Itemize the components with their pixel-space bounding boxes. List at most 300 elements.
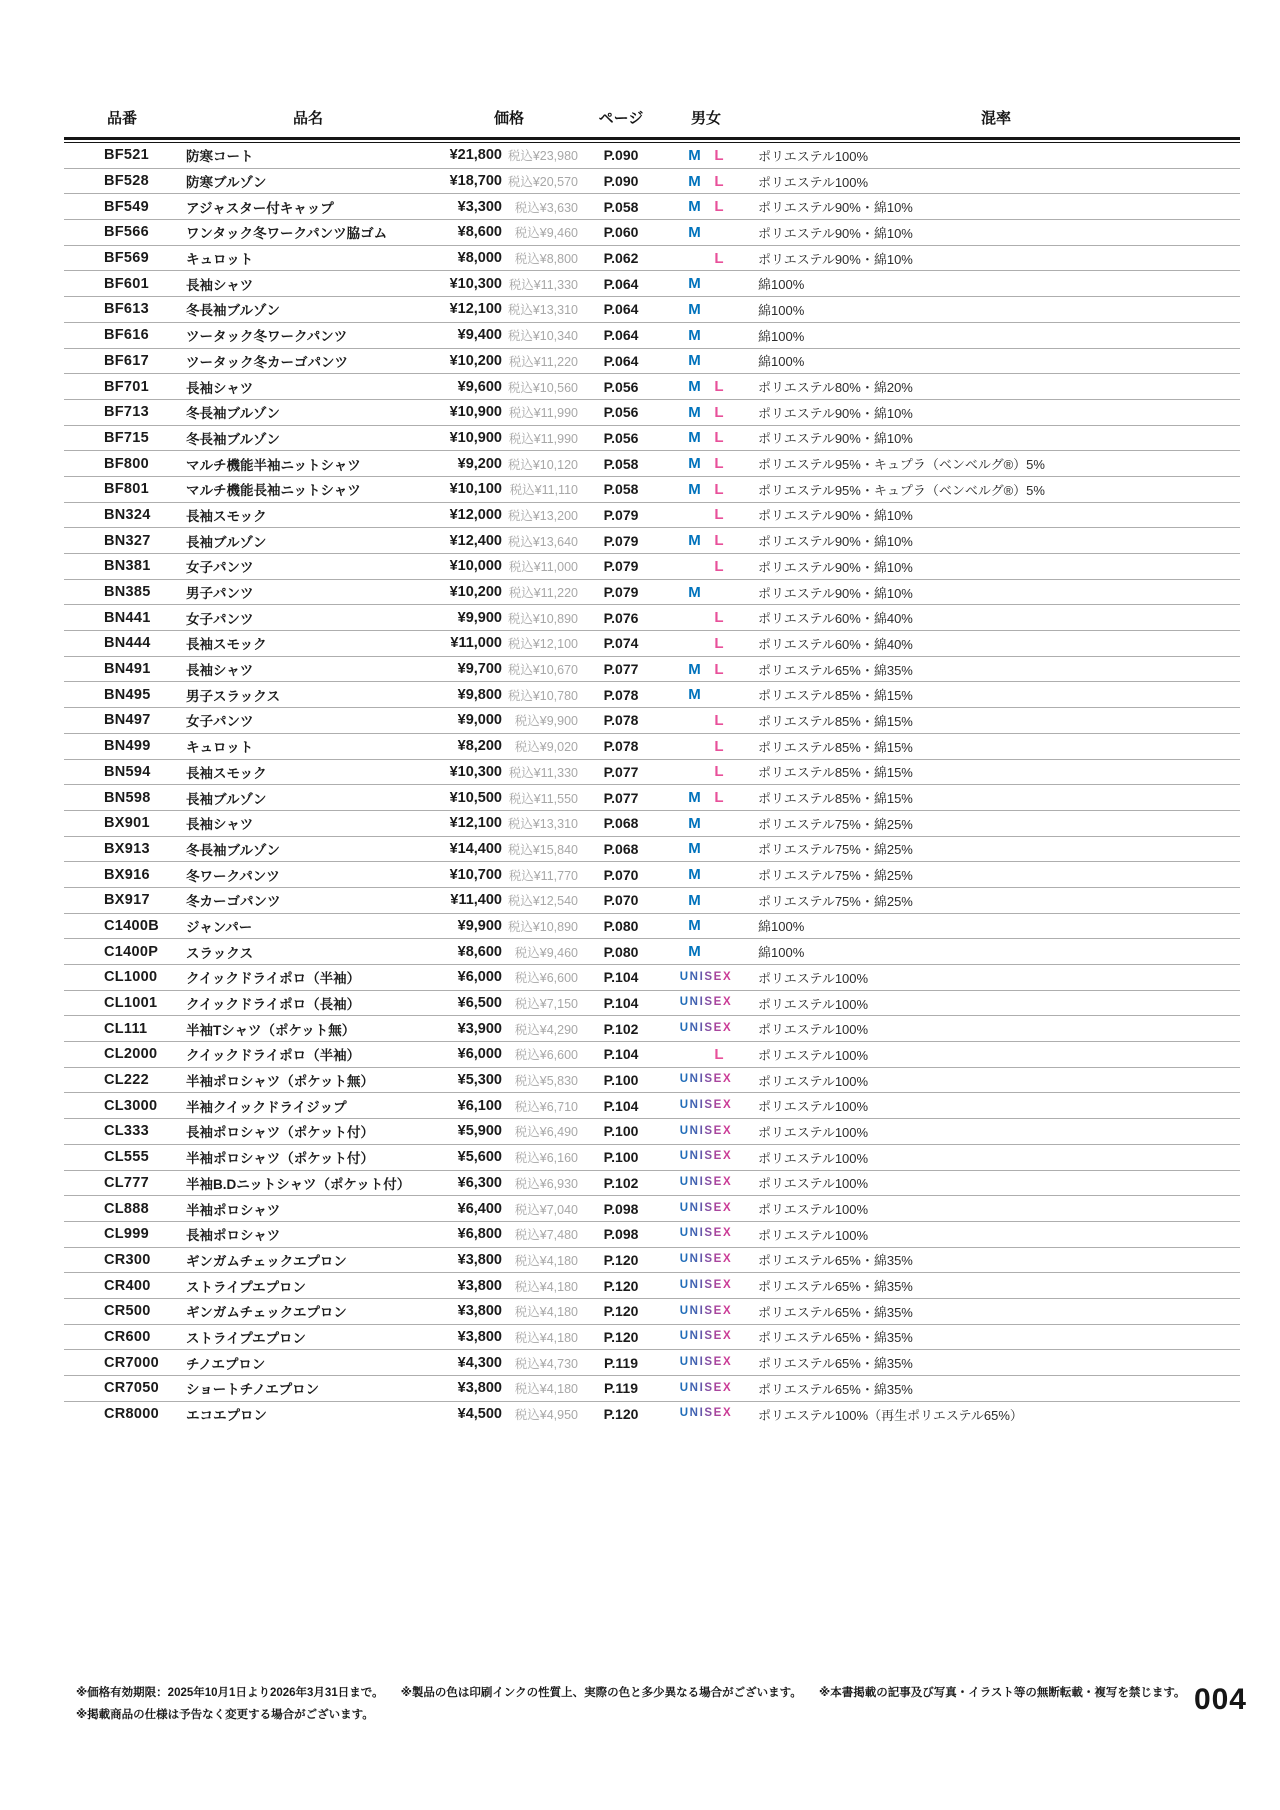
page-reference: P.079 [603, 584, 639, 601]
blend-ratio: ポリエステル65%・綿35% [758, 1356, 913, 1372]
tax-included-price: 税込¥4,180 [514, 1253, 578, 1268]
table-row [64, 220, 1240, 246]
product-code: BN324 [104, 506, 151, 523]
gender-female-mark: L [714, 557, 724, 575]
table-row [64, 1350, 1240, 1376]
product-code: BF566 [104, 224, 150, 241]
tax-included-price: 税込¥10,340 [507, 329, 578, 344]
tax-included-price: 税込¥10,890 [507, 611, 578, 626]
blend-ratio: ポリエステル65%・綿35% [758, 662, 913, 678]
product-name: ギンガムチェックエプロン [186, 1253, 347, 1269]
gender-female-mark: L [714, 532, 724, 550]
blend-ratio: ポリエステル100% [758, 148, 869, 164]
product-name: ショートチノエプロン [186, 1382, 320, 1398]
tax-included-price: 税込¥4,950 [514, 1408, 578, 1423]
gender-male-mark: M [688, 403, 701, 421]
table-row [64, 605, 1240, 631]
page-reference: P.102 [603, 1174, 639, 1191]
header-gender: 男女 [690, 110, 721, 127]
product-name: 防寒コート [186, 149, 254, 165]
gender-cell [660, 199, 752, 214]
page-reference: P.062 [603, 250, 639, 267]
gender-cell [660, 1126, 752, 1138]
product-name: 冬長袖ブルゾン [186, 842, 280, 858]
gender-female-mark: L [714, 1045, 724, 1063]
blend-ratio: 綿100% [758, 277, 805, 293]
price-value: ¥11,000 [450, 635, 502, 652]
page-reference: P.100 [603, 1123, 639, 1140]
table-row [64, 426, 1240, 452]
gender-male-mark: M [688, 943, 701, 961]
blend-ratio: ポリエステル100% [758, 1073, 869, 1089]
blend-ratio: ポリエステル95%・キュプラ（ベンベルグ®）5% [758, 482, 1045, 498]
product-code: CL1000 [104, 969, 158, 986]
product-code: BX913 [104, 840, 150, 857]
table-row [64, 528, 1240, 554]
blend-ratio: ポリエステル100% [758, 1124, 869, 1140]
price-value: ¥14,400 [449, 840, 502, 857]
table-row [64, 503, 1240, 529]
table-row [64, 785, 1240, 811]
header-name: 品名 [292, 110, 323, 127]
price-value: ¥10,200 [449, 352, 502, 369]
price-value: ¥3,300 [457, 198, 502, 215]
table-row [64, 734, 1240, 760]
gender-cell [660, 328, 752, 343]
product-name: 半袖ポロシャツ（ポケット無） [186, 1074, 375, 1090]
product-name: 長袖シャツ [186, 663, 254, 679]
product-code: BN444 [104, 635, 151, 652]
tax-included-price: 税込¥12,540 [507, 894, 578, 909]
gender-female-mark: L [714, 403, 724, 421]
table-row [64, 708, 1240, 734]
blend-ratio: ポリエステル100% [758, 1047, 869, 1063]
tax-included-price: 税込¥6,490 [514, 1125, 578, 1140]
table-row [64, 1325, 1240, 1351]
product-name: 防寒ブルゾン [186, 175, 267, 191]
product-name: チノエプロン [186, 1356, 266, 1372]
gender-cell [660, 251, 752, 266]
blend-ratio: ポリエステル60%・綿40% [758, 611, 913, 627]
product-code: BF715 [104, 429, 150, 446]
product-code: C1400B [104, 917, 159, 934]
page-reference: P.070 [603, 892, 639, 909]
page-reference: P.104 [603, 995, 639, 1012]
product-name: 長袖シャツ [186, 817, 254, 833]
table-row [64, 760, 1240, 786]
footer-notes [76, 1682, 1186, 1726]
blend-ratio: ポリエステル100% [758, 1202, 869, 1218]
gender-female-mark: L [714, 506, 724, 524]
blend-ratio: ポリエステル90%・綿10% [758, 200, 913, 216]
gender-unisex-mark: UNISEX [679, 1099, 733, 1112]
price-value: ¥10,900 [449, 429, 502, 446]
gender-male-mark: M [688, 378, 701, 396]
blend-ratio: ポリエステル85%・綿15% [758, 688, 913, 704]
gender-male-mark: M [688, 198, 701, 216]
product-code: CR300 [104, 1251, 151, 1268]
product-code: BF549 [104, 198, 150, 215]
product-name: 長袖ブルゾン [186, 534, 267, 550]
product-name: ストライプエプロン [186, 1279, 307, 1295]
page-reference: P.058 [603, 455, 639, 472]
product-code: CR400 [104, 1277, 151, 1294]
blend-ratio: ポリエステル65%・綿35% [758, 1381, 913, 1397]
price-value: ¥4,500 [457, 1406, 502, 1423]
gender-female-mark: L [714, 609, 724, 627]
page-reference: P.098 [603, 1200, 639, 1217]
gender-cell [660, 662, 752, 677]
product-name: クイックドライポロ（半袖） [186, 971, 361, 987]
gender-cell [660, 276, 752, 291]
gender-cell [660, 893, 752, 908]
page-reference: P.098 [603, 1226, 639, 1243]
blend-ratio: ポリエステル90%・綿10% [758, 431, 913, 447]
product-code: CL888 [104, 1200, 150, 1217]
blend-ratio: ポリエステル75%・綿25% [758, 816, 913, 832]
table-row [64, 1016, 1240, 1042]
page-reference: P.078 [603, 712, 639, 729]
product-code: BN499 [104, 738, 151, 755]
header-page: ページ [598, 110, 644, 127]
page-reference: P.076 [603, 609, 639, 626]
gender-male-mark: M [688, 891, 701, 909]
table-row [64, 657, 1240, 683]
page-reference: P.100 [603, 1149, 639, 1166]
page-reference: P.077 [603, 763, 639, 780]
table-row [64, 271, 1240, 297]
gender-male-mark: M [688, 172, 701, 190]
gender-unisex-mark: UNISEX [679, 1355, 733, 1368]
tax-included-price: 税込¥11,000 [508, 560, 578, 575]
page-reference: P.119 [603, 1354, 638, 1371]
gender-female-mark: L [714, 249, 724, 267]
page-reference: P.064 [603, 301, 639, 318]
product-code: BF617 [104, 352, 150, 369]
product-name: アジャスター付キャップ [186, 200, 334, 216]
page-reference: P.058 [603, 198, 639, 215]
gender-cell [660, 764, 752, 779]
product-code: BF616 [104, 327, 150, 344]
table-row [64, 1273, 1240, 1299]
gender-cell [660, 841, 752, 856]
price-value: ¥10,900 [449, 404, 502, 421]
gender-cell [660, 867, 752, 882]
price-value: ¥10,300 [449, 763, 502, 780]
gender-female-mark: L [714, 146, 724, 164]
header-blend: 混率 [980, 110, 1011, 127]
table-row [64, 1145, 1240, 1171]
header-code: 品番 [106, 110, 137, 127]
price-table [64, 94, 1240, 1426]
page-reference: P.079 [603, 506, 639, 523]
product-code: CL222 [104, 1072, 150, 1089]
page-reference: P.064 [603, 327, 639, 344]
blend-ratio: ポリエステル90%・綿10% [758, 585, 913, 601]
gender-female-mark: L [714, 480, 724, 498]
price-value: ¥8,200 [457, 738, 502, 755]
blend-ratio: ポリエステル65%・綿35% [758, 1330, 913, 1346]
gender-cell [660, 585, 752, 600]
product-name: 女子パンツ [186, 611, 254, 627]
gender-cell [660, 1023, 752, 1035]
product-code: BN594 [104, 763, 151, 780]
page-reference: P.068 [603, 815, 639, 832]
product-name: スラックス [186, 945, 254, 961]
page-reference: P.080 [603, 917, 639, 934]
gender-male-mark: M [688, 840, 701, 858]
price-value: ¥4,300 [457, 1354, 502, 1371]
table-row [64, 1248, 1240, 1274]
tax-included-price: 税込¥10,120 [507, 457, 578, 472]
blend-ratio: ポリエステル100% [758, 1227, 869, 1243]
gender-unisex-mark: UNISEX [679, 970, 733, 983]
product-name: 冬長袖ブルゾン [186, 303, 280, 319]
gender-cell [660, 1177, 752, 1189]
blend-ratio: ポリエステル60%・綿40% [758, 636, 913, 652]
tax-included-price: 税込¥8,800 [514, 252, 578, 267]
product-name: マルチ機能長袖ニットシャツ [186, 483, 361, 499]
table-row [64, 554, 1240, 580]
product-name: ジャンパー [186, 919, 253, 935]
blend-ratio: ポリエステル100% [758, 970, 869, 986]
gender-cell [660, 225, 752, 240]
price-value: ¥5,300 [457, 1072, 502, 1089]
price-value: ¥6,000 [457, 1046, 502, 1063]
price-value: ¥12,000 [449, 506, 502, 523]
table-row [64, 477, 1240, 503]
table-row [64, 1068, 1240, 1094]
gender-female-mark: L [714, 198, 724, 216]
price-value: ¥12,100 [449, 815, 502, 832]
product-code: CL1001 [104, 995, 158, 1012]
gender-cell [660, 739, 752, 754]
page-reference: P.060 [603, 224, 639, 241]
gender-female-mark: L [714, 660, 724, 678]
product-name: クイックドライポロ（半袖） [186, 1048, 361, 1064]
gender-cell [660, 1280, 752, 1292]
table-body [64, 143, 1240, 1426]
gender-male-mark: M [688, 223, 701, 241]
gender-cell [660, 174, 752, 189]
gender-unisex-mark: UNISEX [679, 1073, 733, 1086]
gender-cell [660, 507, 752, 522]
price-value: ¥9,900 [457, 917, 502, 934]
gender-cell [660, 379, 752, 394]
product-name: 男子パンツ [186, 586, 254, 602]
gender-male-mark: M [688, 583, 701, 601]
price-value: ¥10,700 [449, 866, 502, 883]
tax-included-price: 税込¥23,980 [507, 149, 578, 164]
product-code: CL3000 [104, 1097, 158, 1114]
tax-included-price: 税込¥11,220 [508, 586, 578, 601]
gender-cell [660, 559, 752, 574]
product-code: CL777 [104, 1174, 150, 1191]
tax-included-price: 税込¥4,180 [514, 1305, 578, 1320]
table-row [64, 914, 1240, 940]
price-value: ¥3,800 [457, 1303, 502, 1320]
product-code: BF528 [104, 173, 150, 190]
table-row [64, 682, 1240, 708]
tax-included-price: 税込¥4,180 [514, 1382, 578, 1397]
tax-included-price: 税込¥11,330 [508, 277, 578, 292]
page-reference: P.078 [603, 686, 639, 703]
product-code: C1400P [104, 943, 159, 960]
product-code: BX916 [104, 866, 150, 883]
page-reference: P.070 [603, 866, 639, 883]
gender-cell [660, 405, 752, 420]
gender-male-mark: M [688, 480, 701, 498]
product-code: CL111 [104, 1020, 148, 1037]
footer-note-line2: ※掲載商品の仕様は予告なく変更する場合がございます。 [76, 1709, 374, 1721]
product-code: BN598 [104, 789, 151, 806]
product-code: BF800 [104, 455, 150, 472]
blend-ratio: ポリエステル90%・綿10% [758, 508, 913, 524]
page-reference: P.119 [603, 1380, 638, 1397]
price-value: ¥3,800 [457, 1380, 502, 1397]
tax-included-price: 税込¥6,600 [514, 971, 578, 986]
price-value: ¥11,400 [450, 892, 502, 909]
table-row [64, 580, 1240, 606]
tax-included-price: 税込¥11,110 [509, 483, 578, 498]
table-row [64, 631, 1240, 657]
tax-included-price: 税込¥9,020 [514, 740, 578, 755]
gender-cell [660, 944, 752, 959]
gender-unisex-mark: UNISEX [679, 1304, 733, 1317]
gender-cell [660, 1306, 752, 1318]
gender-cell [660, 790, 752, 805]
tax-included-price: 税込¥7,040 [514, 1202, 578, 1217]
gender-female-mark: L [714, 634, 724, 652]
blend-ratio: ポリエステル85%・綿15% [758, 739, 913, 755]
gender-cell [660, 687, 752, 702]
page-reference: P.120 [603, 1406, 639, 1423]
product-code: CL2000 [104, 1046, 158, 1063]
tax-included-price: 税込¥11,990 [508, 431, 578, 446]
tax-included-price: 税込¥7,480 [514, 1228, 578, 1243]
product-name: ツータック冬ワークパンツ [186, 329, 348, 345]
table-row [64, 811, 1240, 837]
price-value: ¥6,800 [457, 1226, 502, 1243]
table-row [64, 451, 1240, 477]
tax-included-price: 税込¥6,160 [514, 1151, 578, 1166]
table-row [64, 169, 1240, 195]
table-row [64, 888, 1240, 914]
gender-female-mark: L [714, 378, 724, 396]
gender-cell [660, 636, 752, 651]
price-value: ¥9,800 [457, 686, 502, 703]
table-row [64, 1222, 1240, 1248]
gender-male-mark: M [688, 532, 701, 550]
table-row [64, 1299, 1240, 1325]
product-code: BX901 [104, 815, 150, 832]
gender-female-mark: L [714, 789, 724, 807]
page-reference: P.120 [603, 1277, 639, 1294]
product-code: CL999 [104, 1226, 150, 1243]
price-value: ¥6,000 [457, 969, 502, 986]
price-value: ¥12,400 [449, 532, 502, 549]
blend-ratio: 綿100% [758, 302, 805, 318]
page-reference: P.058 [603, 481, 639, 498]
product-name: ストライプエプロン [186, 1330, 307, 1346]
page-reference: P.120 [603, 1251, 639, 1268]
table-row [64, 349, 1240, 375]
gender-male-mark: M [688, 917, 701, 935]
gender-male-mark: M [688, 275, 701, 293]
tax-included-price: 税込¥13,310 [507, 817, 578, 832]
blend-ratio: ポリエステル85%・綿15% [758, 791, 913, 807]
footer-note-line1: ※価格有効期限：2025年10月1日より2026年3月31日まで。 ※製品の色は印刷インクの性質上、実際の色と多少異なる場合がございます。 ※本書掲載の記事及び写真・イラスト等の無断転載・複写を禁じます。 [76, 1687, 1186, 1699]
product-name: キュロット [186, 252, 254, 268]
price-value: ¥18,700 [449, 173, 502, 190]
table-row [64, 1119, 1240, 1145]
price-value: ¥9,000 [457, 712, 502, 729]
blend-ratio: ポリエステル90%・綿10% [758, 559, 913, 575]
gender-cell [660, 302, 752, 317]
price-value: ¥6,400 [457, 1200, 502, 1217]
tax-included-price: 税込¥9,460 [514, 226, 578, 241]
blend-ratio: ポリエステル95%・キュプラ（ベンベルグ®）5% [758, 457, 1045, 473]
tax-included-price: 税込¥11,550 [508, 791, 578, 806]
gender-male-mark: M [688, 686, 701, 704]
product-name: 半袖Tシャツ（ポケット無） [186, 1022, 356, 1038]
product-name: ツータック冬カーゴパンツ [186, 354, 348, 370]
price-value: ¥5,900 [457, 1123, 502, 1140]
gender-unisex-mark: UNISEX [679, 1330, 733, 1343]
price-value: ¥10,500 [449, 789, 502, 806]
product-name: 冬長袖ブルゾン [186, 431, 280, 447]
product-name: エコエプロン [186, 1408, 267, 1424]
blend-ratio: ポリエステル85%・綿15% [758, 713, 913, 729]
gender-cell [660, 918, 752, 933]
gender-unisex-mark: UNISEX [679, 1124, 733, 1137]
table-row [64, 1196, 1240, 1222]
tax-included-price: 税込¥12,100 [507, 637, 578, 652]
gender-male-mark: M [688, 429, 701, 447]
table-row [64, 1171, 1240, 1197]
table-row [64, 246, 1240, 272]
product-name: 半袖ポロシャツ（ポケット付） [186, 1151, 375, 1167]
gender-female-mark: L [714, 711, 724, 729]
blend-ratio: ポリエステル85%・綿15% [758, 765, 913, 781]
tax-included-price: 税込¥10,560 [507, 380, 578, 395]
product-code: BF701 [104, 378, 150, 395]
page-reference: P.104 [603, 1097, 639, 1114]
gender-cell [660, 482, 752, 497]
page-reference: P.079 [603, 558, 639, 575]
price-value: ¥10,300 [449, 275, 502, 292]
page-reference: P.056 [603, 404, 639, 421]
blend-ratio: ポリエステル80%・綿20% [758, 380, 913, 396]
product-code: CL555 [104, 1149, 150, 1166]
gender-male-mark: M [688, 866, 701, 884]
product-code: BN491 [104, 661, 151, 678]
gender-cell [660, 456, 752, 471]
blend-ratio: ポリエステル65%・綿35% [758, 1279, 913, 1295]
table-row [64, 991, 1240, 1017]
gender-cell [660, 1047, 752, 1062]
price-value: ¥3,800 [457, 1328, 502, 1345]
price-value: ¥6,500 [457, 995, 502, 1012]
tax-included-price: 税込¥3,630 [514, 200, 578, 215]
blend-ratio: 綿100% [758, 328, 805, 344]
product-name: マルチ機能半袖ニットシャツ [186, 457, 361, 473]
gender-male-mark: M [688, 455, 701, 473]
price-value: ¥3,800 [457, 1277, 502, 1294]
table-row [64, 374, 1240, 400]
gender-cell [660, 816, 752, 831]
price-value: ¥3,900 [457, 1020, 502, 1037]
